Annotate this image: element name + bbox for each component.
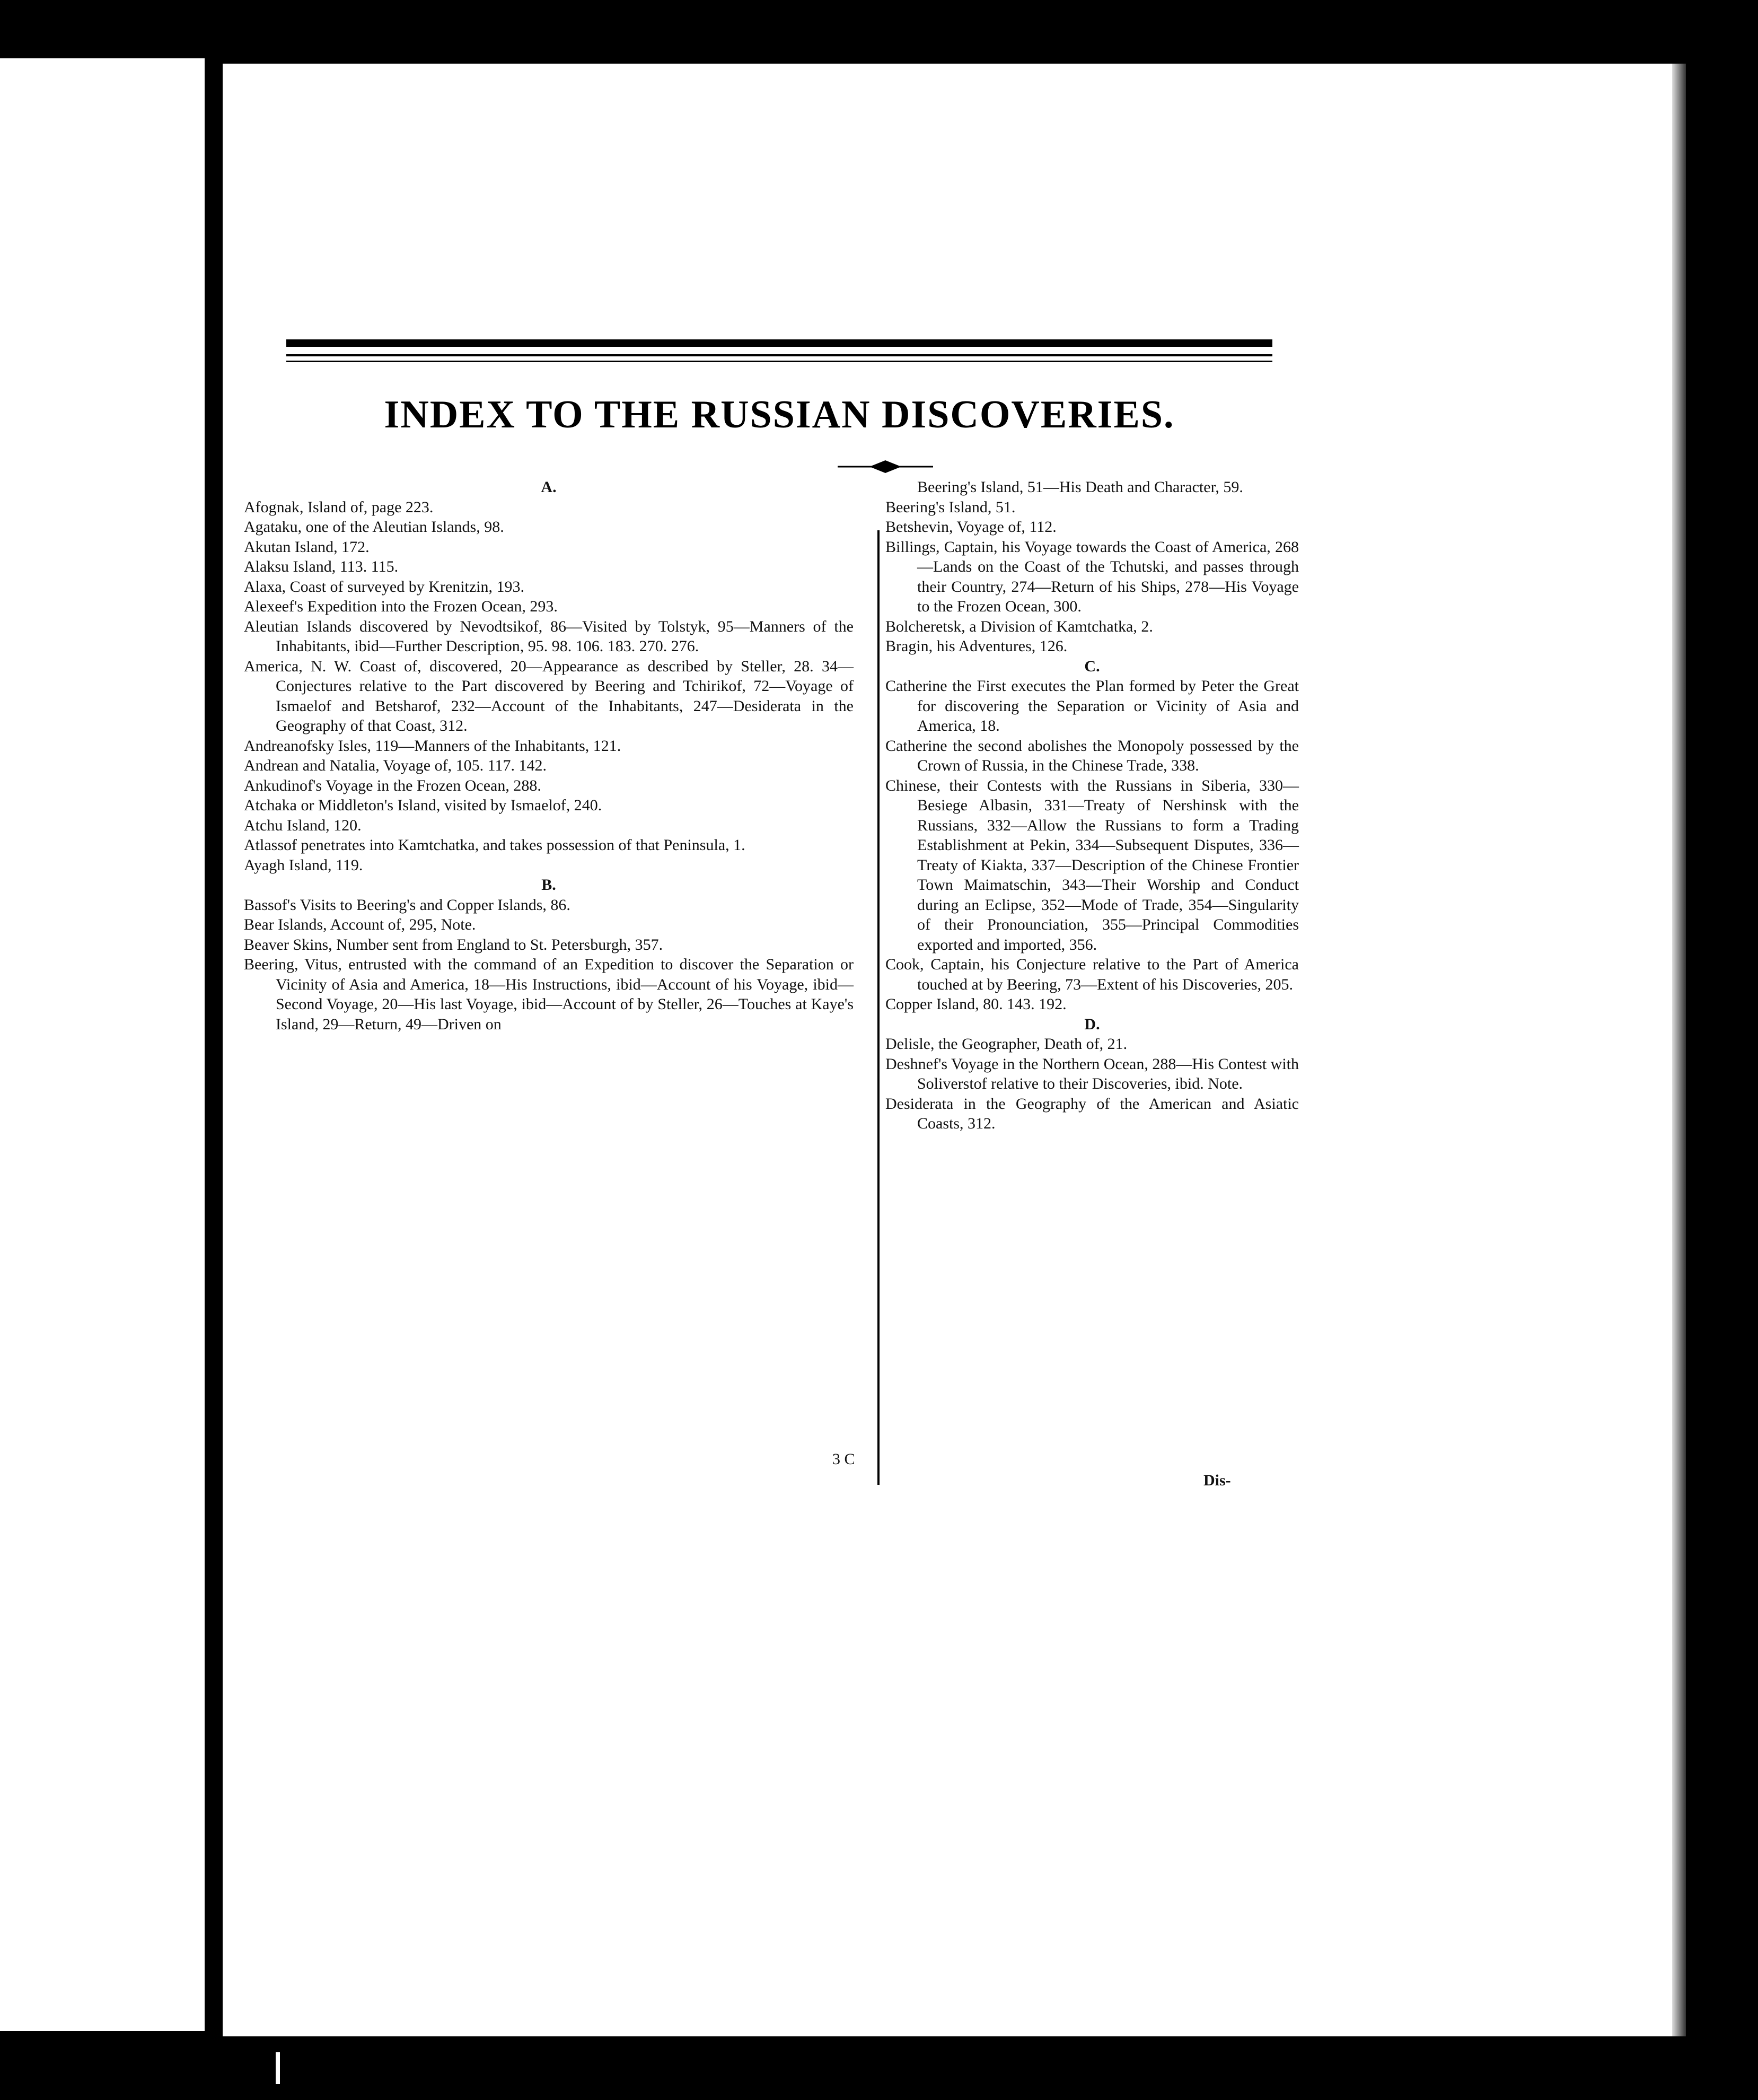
index-entry: Desiderata in the Geography of the American and Asiatic Coasts, 312. xyxy=(885,1095,1299,1132)
page-title: INDEX TO THE RUSSIAN DISCOVERIES. xyxy=(384,393,1175,436)
index-entry: Andrean and Natalia, Voyage of, 105. 117. 142. xyxy=(244,757,547,774)
index-entry: Betshevin, Voyage of, 112. xyxy=(885,518,1057,536)
index-entry: Akutan Island, 172. xyxy=(244,538,370,556)
index-entry: Billings, Captain, his Voyage towards the Coast of America, 268—Lands on the Coast of the Tchutski, and passes through their Country, 274—Return of his Ships, 278—His Voyage to the Frozen Ocean, 300. xyxy=(885,538,1299,615)
index-entry: Atlassof penetrates into Kamtchatka, and takes possession of that Peninsula, 1. xyxy=(244,836,745,854)
index-entry: Beaver Skins, Number sent from England to St. Petersburgh, 357. xyxy=(244,935,663,953)
index-entry: Bassof's Visits to Beering's and Copper Islands, 86. xyxy=(244,896,570,914)
index-entry: Ayagh Island, 119. xyxy=(244,856,363,874)
column-divider xyxy=(877,530,880,1485)
index-entry: Beering's Island, 51. xyxy=(885,498,1016,516)
index-entry: Catherine the second abolishes the Monopoly possessed by the Crown of Russia, in the Chinese Trade, 338. xyxy=(885,737,1299,774)
index-entry: Alaksu Island, 113. 115. xyxy=(244,558,399,575)
index-entry: Atchaka or Middleton's Island, visited by Ismaelof, 240. xyxy=(244,797,602,814)
diamond-ornament-icon xyxy=(838,456,933,477)
index-entry: Deshnef's Voyage in the Northern Ocean, 288—His Contest with Soliverstof relative to their Discoveries, ibid. Note. xyxy=(885,1055,1299,1092)
index-entry: Bolcheretsk, a Division of Kamtchatka, 2. xyxy=(885,617,1153,635)
index-entry: Bear Islands, Account of, 295, Note. xyxy=(244,916,476,933)
header-rule-thin xyxy=(286,361,1272,362)
index-entry: Afognak, Island of, page 223. xyxy=(244,498,434,516)
index-entry: Beering, Vitus, entrusted with the command of an Expedition to discover the Separation or Vicinity of Asia and America, 18—His Instructions, ibid—Account of his Voyage, ibid—Second Voyage, 20—His last Voyage, ibid—Account of by Steller, 26—Touches at Kaye's Island, 29—Return, 49—Driven on xyxy=(244,956,854,1033)
section-letter: B. xyxy=(541,876,556,894)
index-entry: Delisle, the Geographer, Death of, 21. xyxy=(885,1035,1128,1053)
index-entry: Ankudinof's Voyage in the Frozen Ocean, 288. xyxy=(244,776,541,794)
left-page-margin xyxy=(0,58,205,2031)
index-column-left xyxy=(244,477,854,1034)
signature-mark: 3 C xyxy=(832,1450,855,1468)
scan-mark xyxy=(276,2052,280,2084)
index-entry: Aleutian Islands discovered by Nevodtsikof, 86—Visited by Tolstyk, 95—Manners of the Inhabitants, ibid—Further Description, 95. 98. 106. 183. 270. 276. xyxy=(244,617,854,655)
header-rule-thick xyxy=(286,339,1272,347)
section-letter: C. xyxy=(1084,657,1100,675)
header-rule-medium xyxy=(286,354,1272,356)
section-letter: D. xyxy=(1084,1015,1100,1033)
index-column-right xyxy=(885,477,1299,1134)
index-entry: Chinese, their Contests with the Russians in Siberia, 330—Besiege Albasin, 331—Treaty of Nershinsk with the Russians, 332—Allow the Russians to form a Trading Establishment at Pekin, 334—Subsequent Disputes, 336—Treaty of Kiakta, 337—Description of the Chinese Frontier Town Maimatschin, 343—Their Worship and Conduct during an Eclipse, 352—Mode of Trade, 354—Singularity of their Pronounciation, 355—Principal Commodities exported and imported, 356. xyxy=(885,776,1299,953)
page-edge-shadow xyxy=(1672,64,1686,2036)
index-entry: Alaxa, Coast of surveyed by Krenitzin, 193. xyxy=(244,578,525,596)
index-entry: Agataku, one of the Aleutian Islands, 98. xyxy=(244,518,504,536)
index-entry: America, N. W. Coast of, discovered, 20—Appearance as described by Steller, 28. 34—Conjectures relative to the Part discovered by Beering and Tchirikof, 72—Voyage of Ismaelof and Betsharof, 232—Account of the Inhabitants, 247—Desiderata in the Geography of that Coast, 312. xyxy=(244,657,854,734)
index-entry: Atchu Island, 120. xyxy=(244,816,362,834)
index-entry: Catherine the First executes the Plan formed by Peter the Great for discovering the Separation or Vicinity of Asia and America, 18. xyxy=(885,677,1299,734)
index-entry: Copper Island, 80. 143. 192. xyxy=(885,995,1067,1013)
catchword: Dis- xyxy=(1203,1472,1231,1489)
section-letter: A. xyxy=(541,478,557,496)
index-entry: Cook, Captain, his Conjecture relative to the Part of America touched at by Beering, 73—Extent of his Discoveries, 205. xyxy=(885,956,1299,993)
index-entry-continued: Beering's Island, 51—His Death and Character, 59. xyxy=(917,478,1243,496)
index-entry: Alexeef's Expedition into the Frozen Ocean, 293. xyxy=(244,598,558,615)
index-entry: Andreanofsky Isles, 119—Manners of the Inhabitants, 121. xyxy=(244,737,621,755)
index-entry: Bragin, his Adventures, 126. xyxy=(885,637,1068,655)
